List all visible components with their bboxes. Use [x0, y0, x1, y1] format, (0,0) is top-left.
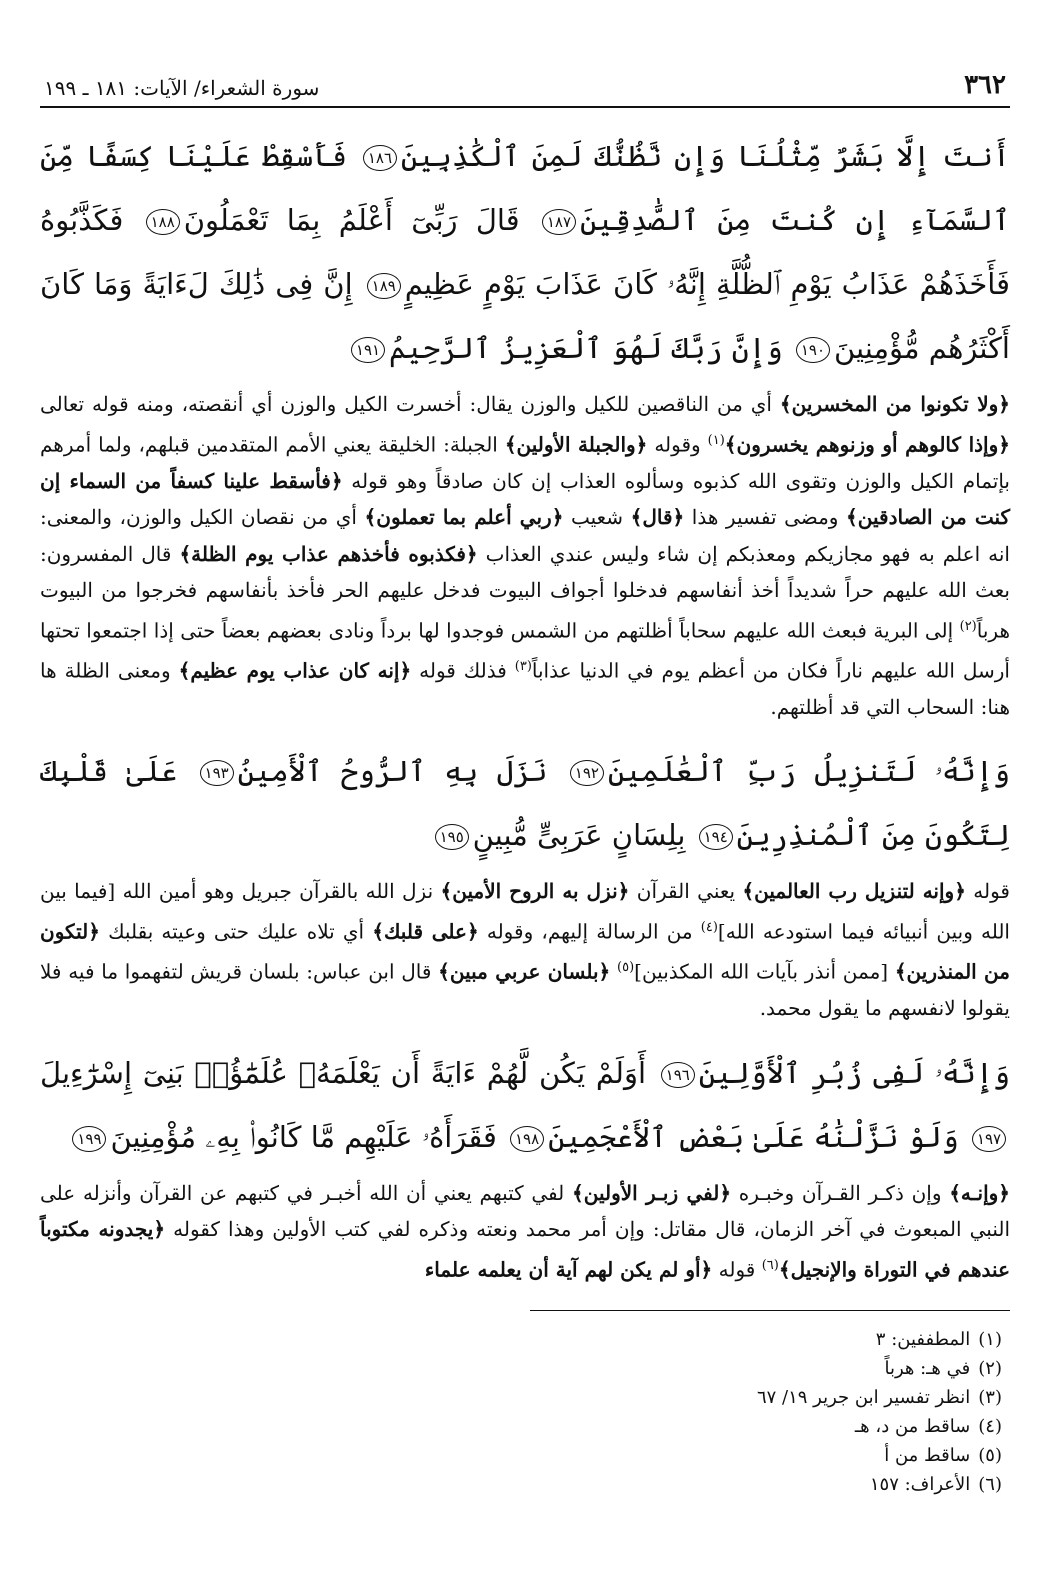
verse-text: نَزَلَ بِهِ ٱلرُّوحُ ٱلْأَمِينُ [237, 754, 548, 789]
verse-text: فَقَرَأَهُۥ عَلَيْهِم مَّا كَانُوا۟ بِهِۦ مُؤْمِنِينَ [110, 1119, 497, 1154]
page-number: ٣٦٢ [964, 70, 1006, 100]
footnote-text: المطففين: ٣ [875, 1328, 971, 1350]
verse-number-marker: ١٩٥ [435, 824, 469, 850]
verse-number-marker: ١٩١ [351, 337, 385, 363]
commentary-text: أي من نقصان الكيل والوزن، والمعنى: انه اعلم به فهو مجازيكم ومعذبكم إن شاء وليس عندي العذاب [40, 505, 1010, 566]
footnote-reference: (٦) [761, 1257, 779, 1273]
quoted-verse: ﴿يجدونه مكتوباً عندهم في التوراة والإنجيل﴾ [40, 1217, 1010, 1282]
tafsir-commentary [40, 873, 1010, 1026]
verse-text: أَوَلَمْ يَكُن لَّهُمْ ءَايَةً أَن يَعْلَمَهُۥ عُلَمَٰٓؤُا۟ بَنِىٓ إِسْرَٰٓءِيلَ [40, 1055, 647, 1090]
footnotes-list [40, 1325, 1010, 1499]
verse-number-marker: ١٨٨ [146, 209, 180, 235]
commentary-text: لفي كتبهم يعني أن الله أخبـر في كتبهم عن القرآن وأنزله على النبي المبعوث في آخر الزمان، قال مقاتل: وإن أمر محمد ونعته وذكره لفي كتب الأولين وهذا كقوله [40, 1180, 1011, 1242]
quoted-verse: ﴿نزل به الروح الأمين﴾ [440, 879, 630, 904]
footnote-item [40, 1441, 1002, 1470]
footnote-divider [530, 1310, 1010, 1311]
quoted-verse: ﴿ولا تكونوا من المخسرين﴾ [779, 392, 1010, 416]
verse-text: بِلِسَانٍ عَرَبِىٍّ مُّبِينٍ [472, 818, 686, 853]
commentary-text: قوله [712, 1257, 762, 1282]
verse-number-marker: ١٨٩ [367, 273, 401, 299]
verse-text: فَكَذَّبُوهُ فَأَخَذَهُمْ عَذَابُ يَوْمِ ٱلظُّلَّةِ إِنَّهُۥ كَانَ عَذَابَ يَوْمٍ عَظِيمٍ [40, 203, 1010, 301]
footnote-number: (٤) [978, 1415, 1002, 1437]
footnote-number: (٢) [978, 1357, 1002, 1379]
surah-info: سورة الشعراء/ الآيات: ١٨١ ـ ١٩٩ [44, 76, 320, 100]
verse-number-marker: ١٩٩ [72, 1126, 106, 1152]
quoted-verse: ﴿أو لم يكن لهم آية أن يعلمه علماء [424, 1257, 713, 1282]
quran-verses [40, 739, 1010, 867]
quoted-verse: ﴿فأسقط علينا كسفاً من السماء إن كنت من الصادقين﴾ [40, 468, 1011, 530]
footnote-number: (٣) [978, 1386, 1002, 1408]
quoted-verse: ﴿بلسان عربي مبين﴾ [438, 959, 611, 984]
verse-text: فَأَسْقِطْ عَلَيْنَا كِسَفًا مِّنَ ٱلسَّمَآءِ إِن كُنتَ مِنَ ٱلصَّٰدِقِينَ [40, 139, 1011, 237]
footnote-reference: (١) [707, 432, 725, 448]
quoted-verse: ﴿إنه كان عذاب يوم عظيم﴾ [178, 658, 412, 683]
footnote-reference: (٢) [959, 618, 977, 634]
verse-number-marker: ١٩٦ [661, 1062, 695, 1088]
commentary-text: ومعنى الظلة ها هنا: السحاب التي قد أظلتهم. [40, 658, 1010, 719]
commentary-text: فذلك قوله [411, 658, 515, 683]
verse-number-marker: ١٩٠ [796, 337, 830, 363]
tafsir-commentary [40, 1175, 1010, 1288]
tafsir-commentary [40, 386, 1010, 725]
footnote-item [40, 1383, 1002, 1412]
verse-number-marker: ١٩٤ [699, 824, 733, 850]
commentary-text: أي تلاه عليك حتى وعيته بقلبك [99, 919, 373, 944]
verse-text: وَلَوْ نَزَّلْنَٰهُ عَلَىٰ بَعْضِ ٱلْأَعْجَمِينَ [548, 1119, 959, 1154]
quoted-verse: ﴿لفي زبـر الأولين﴾ [572, 1180, 732, 1205]
verse-number-marker: ١٩٢ [570, 760, 604, 786]
footnote-item [40, 1470, 1002, 1499]
verse-number-marker: ١٨٦ [363, 145, 397, 171]
footnote-text: في هـ: هرباً [884, 1357, 971, 1379]
footnote-reference: (٤) [700, 919, 718, 935]
footnote-number: (١) [978, 1328, 1002, 1350]
page-header [40, 60, 1010, 108]
footnote-text: ساقط من د، هـ [854, 1415, 971, 1437]
commentary-text: وإن ذكـر القـرآن وخبـره [731, 1180, 950, 1205]
quoted-verse: ﴿والجبلة الأولين﴾ [504, 432, 648, 457]
verse-text: وَإِنَّ رَبَّكَ لَهُوَ ٱلْعَزِيزُ ٱلرَّحِيمُ [389, 331, 783, 365]
quoted-verse: ﴿على قلبك﴾ [372, 919, 479, 944]
verse-text: إِنَّ فِى ذَٰلِكَ لَءَايَةً وَمَا كَانَ أَكْثَرُهُم مُّؤْمِنِينَ [40, 267, 1010, 365]
commentary-text: قال المفسرون: بعث الله عليهم حراً شديداً أخذ أنفاسهم فدخلوا أجواف البيوت فدخل عليهم الحر فأخذ بأنفاسهم فخرجوا من البيوت هرباً [40, 541, 1010, 643]
commentary-text: من الرسالة إليهم، وقوله [478, 919, 701, 944]
footnote-number: (٥) [978, 1444, 1002, 1466]
footnote-item [40, 1412, 1002, 1441]
footnote-reference: (٣) [514, 658, 532, 674]
commentary-text: [ممن أنذر بآيات الله المكذبين] [634, 959, 895, 984]
commentary-text: الجبلة: الخليقة يعني الأمم المتقدمين قبلهم، ولما أمرهم بإتمام الكيل والوزن وتقوى الله كذبوه وسألوه العذاب إن كان صادقاً وهو قوله [40, 432, 1010, 493]
commentary-text [610, 960, 617, 984]
quoted-verse: ﴿وإذا كالوهم أو وزنوهم يخسرون﴾ [724, 432, 1010, 457]
footnote-number: (٦) [978, 1473, 1002, 1495]
quoted-verse: ﴿ربي أعلم بما تعملون﴾ [364, 505, 564, 530]
quran-verses [40, 124, 1010, 380]
footnote-item [40, 1325, 1002, 1354]
footnote-reference: (٥) [617, 960, 635, 976]
verse-text: وَإِنَّهُۥ لَتَنزِيلُ رَبِّ ٱلْعَٰلَمِينَ [607, 754, 1011, 789]
quran-verses [40, 1041, 1010, 1169]
footnote-text: الأعراف: ١٥٧ [869, 1473, 971, 1495]
quoted-verse: ﴿لتكون من المنذرين﴾ [40, 919, 1010, 984]
commentary-text: أي من الناقصين للكيل والوزن يقال: أخسرت الكيل والوزن أي أنقصته، ومنه قوله تعالى [40, 392, 780, 416]
quoted-verse: ﴿وإنه لتنزيل رب العالمين﴾ [742, 879, 966, 904]
footnote-item [40, 1354, 1002, 1383]
commentary-text: قال ابن عباس: بلسان قريش لتفهموا ما فيه فلا يقولوا لانفسهم ما يقول محمد. [40, 959, 1010, 1021]
commentary-text: إلى البرية فبعث الله عليهم سحاباً أظلتهم من الشمس فوجدوا لها برداً ونادى بعضهم بعضاً حتى إذا اجتمعوا تحتها أرسل الله عليهم ناراً فكان من أعظم يوم في الدنيا عذاباً [40, 618, 1010, 683]
verse-number-marker: ١٩٧ [972, 1126, 1006, 1152]
commentary-text: شعيب [563, 505, 631, 530]
quoted-verse: ﴿قال﴾ [630, 505, 685, 530]
footnote-text: انظر تفسير ابن جرير ١٩/ ٦٧ [756, 1386, 971, 1408]
commentary-text: نزل الله بالقرآن جبريل وهو أمين الله [فيما بين الله وبين أنبيائه فيما استودعه الله] [40, 879, 1010, 944]
footnote-text: ساقط من أ [884, 1444, 971, 1466]
verse-text: عَلَىٰ قَلْبِكَ لِتَكُونَ مِنَ ٱلْمُنذِرِينَ [40, 754, 1010, 853]
page-content [40, 124, 1010, 1288]
commentary-text: قوله [965, 879, 1010, 904]
verse-number-marker: ١٨٧ [542, 209, 576, 235]
verse-text: قَالَ رَبِّىٓ أَعْلَمُ بِمَا تَعْمَلُونَ [183, 203, 520, 237]
quoted-verse: ﴿وإنـه﴾ [949, 1180, 1011, 1205]
verse-number-marker: ١٩٣ [200, 760, 234, 786]
quoted-verse: ﴿فكذبوه فأخذهم عذاب يوم الظلة﴾ [179, 541, 478, 566]
commentary-text: يعني القرآن [629, 879, 743, 904]
commentary-text: ومضى تفسير هذا [684, 505, 847, 530]
commentary-text: وقوله [647, 432, 708, 457]
verse-text: وَإِنَّهُۥ لَفِى زُبُرِ ٱلْأَوَّلِينَ [698, 1055, 1011, 1090]
verse-text: أَنتَ إِلَّا بَشَرٌ مِّثْلُنَا وَإِن نَّظُنُّكَ لَمِنَ ٱلْكَٰذِبِينَ [400, 139, 1010, 173]
verse-number-marker: ١٩٨ [510, 1126, 544, 1152]
